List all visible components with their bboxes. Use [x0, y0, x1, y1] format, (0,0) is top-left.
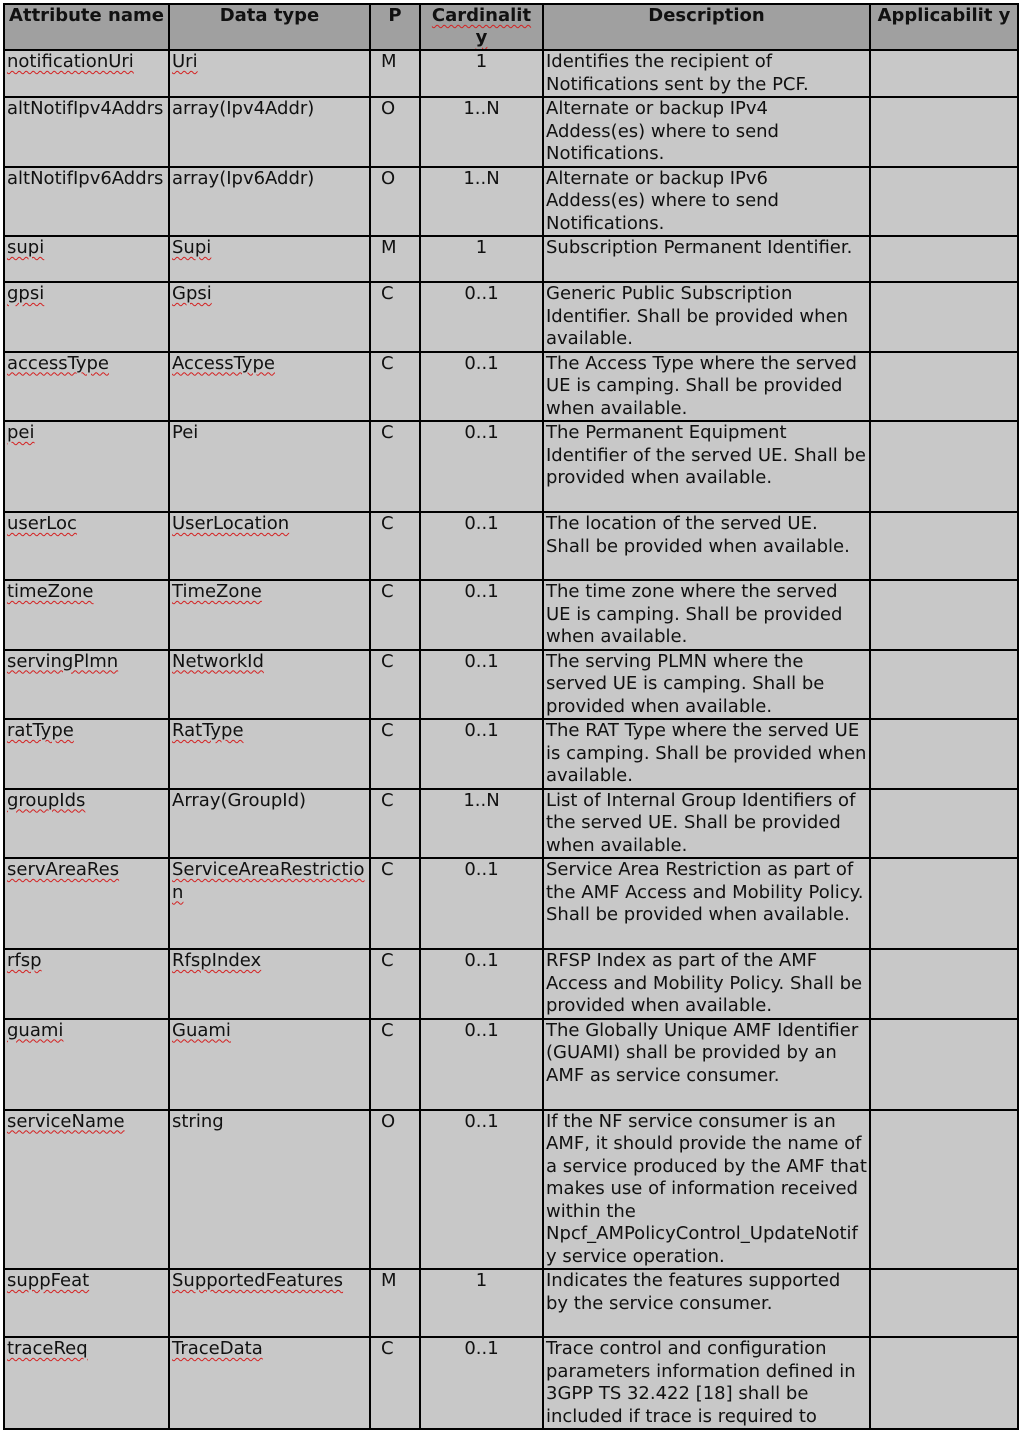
attribute-name-cell: [4, 282, 169, 352]
cardinality-cell-text: 1..N: [463, 789, 500, 811]
table-row: [4, 512, 1018, 580]
description-cell: [543, 650, 870, 720]
attribute-name-cell-text: traceReq: [7, 1338, 88, 1359]
description-cell: [543, 97, 870, 167]
attribute-name-cell: [4, 1110, 169, 1270]
presence-cell: [370, 97, 420, 167]
table-row: [4, 719, 1018, 789]
applicability-cell: [870, 236, 1018, 282]
description-cell: [543, 50, 870, 97]
attribute-name-cell-text: supi: [7, 237, 45, 258]
attribute-name-cell-text: accessType: [7, 352, 109, 374]
applicability-cell: [870, 719, 1018, 789]
presence-cell: [370, 352, 420, 422]
description-cell: [543, 858, 870, 949]
attribute-name-cell-text: altNotifIpv4Addrs: [7, 98, 164, 119]
data-type-cell: [169, 167, 370, 237]
table-row: [4, 97, 1018, 167]
cardinality-cell-text: 1..N: [463, 98, 500, 119]
presence-cell-text: C: [381, 950, 394, 971]
description-cell: [543, 1337, 870, 1429]
description-cell-text: Service Area Restriction as part of the AMF Access and Mobility Policy. Shall be provided when available.: [546, 859, 864, 925]
applicability-cell: [870, 282, 1018, 352]
description-cell-text: The Globally Unique AMF Identifier (GUAMI) shall be provided by an AMF as service consumer.: [546, 1019, 859, 1086]
presence-cell-text: O: [381, 98, 396, 119]
presence-cell: [370, 858, 420, 949]
presence-cell-text: C: [381, 513, 394, 534]
presence-cell-text: C: [381, 859, 394, 880]
data-type-cell-text: Array(GroupId): [172, 789, 307, 811]
attribute-name-cell: [4, 580, 169, 650]
header-attribute-name: Attribute name: [4, 4, 169, 50]
cardinality-cell: [420, 50, 543, 97]
applicability-cell: [870, 1269, 1018, 1337]
description-cell-text: The serving PLMN where the served UE is camping. Shall be provided when available.: [546, 650, 825, 717]
data-type-cell: [169, 97, 370, 167]
table-row: [4, 50, 1018, 97]
cardinality-cell-text: 0..1: [464, 422, 499, 443]
description-cell: [543, 421, 870, 512]
table-row: [4, 580, 1018, 650]
data-type-cell: [169, 282, 370, 352]
header-presence: P: [370, 4, 420, 50]
cardinality-cell-text: 1: [475, 51, 488, 72]
presence-cell-text: C: [381, 283, 394, 304]
cardinality-cell-text: 0..1: [464, 1019, 499, 1041]
data-type-cell: [169, 1019, 370, 1110]
data-type-cell-text: TimeZone: [172, 581, 262, 602]
description-cell: [543, 580, 870, 650]
attribute-name-cell: [4, 719, 169, 789]
data-type-cell-text: NetworkId: [172, 650, 264, 672]
presence-cell-text: C: [381, 352, 394, 374]
data-type-cell-text: Uri: [172, 51, 198, 72]
cardinality-cell-text: 0..1: [464, 859, 499, 880]
data-type-cell: [169, 650, 370, 720]
applicability-cell: [870, 421, 1018, 512]
attribute-name-cell: [4, 650, 169, 720]
presence-cell-text: C: [381, 789, 394, 811]
presence-cell: [370, 50, 420, 97]
presence-cell: [370, 650, 420, 720]
cardinality-cell-text: 0..1: [464, 581, 499, 602]
description-cell-text: RFSP Index as part of the AMF Access and Mobility Policy. Shall be provided when available.: [546, 950, 863, 1016]
description-cell: [543, 167, 870, 237]
attribute-name-cell: [4, 1019, 169, 1110]
data-type-cell-text: RatType: [172, 720, 244, 741]
attribute-name-cell-text: gpsi: [7, 283, 45, 304]
description-cell: [543, 352, 870, 422]
cardinality-cell-text: 0..1: [464, 720, 499, 741]
attribute-name-cell-text: servAreaRes: [7, 859, 120, 880]
cardinality-cell-text: 1: [475, 237, 488, 258]
attribute-name-cell-text: altNotifIpv6Addrs: [7, 167, 164, 189]
attribute-name-cell: [4, 50, 169, 97]
data-type-cell-text: Supi: [172, 237, 212, 258]
cardinality-cell: [420, 1019, 543, 1110]
presence-cell-text: M: [381, 237, 397, 258]
presence-cell: [370, 1337, 420, 1429]
table-header-row: [4, 4, 1018, 50]
attribute-name-cell-text: servingPlmn: [7, 650, 119, 672]
cardinality-cell: [420, 512, 543, 580]
cardinality-cell: [420, 1337, 543, 1429]
table-row: [4, 789, 1018, 859]
cardinality-cell: [420, 789, 543, 859]
data-type-cell-text: string: [172, 1110, 224, 1132]
description-cell: [543, 1269, 870, 1337]
description-cell-text: Subscription Permanent Identifier.: [546, 237, 853, 258]
table-row: [4, 858, 1018, 949]
applicability-cell: [870, 789, 1018, 859]
description-cell: [543, 789, 870, 859]
presence-cell-text: C: [381, 422, 394, 443]
presence-cell: [370, 1110, 420, 1270]
description-cell-text: The Access Type where the served UE is camping. Shall be provided when available.: [546, 352, 857, 419]
presence-cell: [370, 512, 420, 580]
data-type-cell: [169, 421, 370, 512]
presence-cell: [370, 236, 420, 282]
table-row: [4, 949, 1018, 1019]
data-type-cell-text: ServiceAreaRestriction: [172, 859, 365, 903]
attribute-name-cell-text: serviceName: [7, 1110, 125, 1132]
attribute-name-cell-text: pei: [7, 422, 35, 443]
cardinality-cell: [420, 97, 543, 167]
data-type-cell-text: Pei: [172, 422, 199, 443]
data-type-cell: [169, 719, 370, 789]
table-row: [4, 352, 1018, 422]
cardinality-cell: [420, 949, 543, 1019]
presence-cell-text: M: [381, 51, 397, 72]
data-type-cell: [169, 789, 370, 859]
cardinality-cell-text: 0..1: [464, 1110, 499, 1132]
cardinality-cell: [420, 236, 543, 282]
table-row: [4, 282, 1018, 352]
presence-cell-text: M: [381, 1270, 397, 1291]
description-cell-text: The RAT Type where the served UE is camping. Shall be provided when available.: [546, 720, 867, 786]
description-cell: [543, 1110, 870, 1270]
description-cell-text: Trace control and configuration parameters information defined in 3GPP TS 32.422 [18] shall be included if trace is required to: [546, 1338, 856, 1427]
attribute-name-cell-text: userLoc: [7, 513, 77, 534]
applicability-cell: [870, 1110, 1018, 1270]
data-type-cell-text: array(Ipv4Addr): [172, 98, 315, 119]
attribute-name-cell: [4, 1269, 169, 1337]
description-cell: [543, 282, 870, 352]
attribute-name-cell: [4, 949, 169, 1019]
cardinality-cell-text: 0..1: [464, 352, 499, 374]
description-cell: [543, 949, 870, 1019]
header-data-type: Data type: [169, 4, 370, 50]
data-type-cell-text: TraceData: [172, 1338, 263, 1359]
attribute-name-cell: [4, 1337, 169, 1429]
table-row: [4, 236, 1018, 282]
description-cell-text: The time zone where the served UE is camping. Shall be provided when available.: [546, 581, 843, 647]
applicability-cell: [870, 949, 1018, 1019]
attribute-name-cell: [4, 421, 169, 512]
description-cell-text: Indicates the features supported by the service consumer.: [546, 1270, 841, 1314]
header-cardinality-text: Cardinalit y: [431, 5, 532, 48]
applicability-cell: [870, 858, 1018, 949]
data-type-cell: [169, 1110, 370, 1270]
data-type-cell: [169, 1337, 370, 1429]
data-type-cell-text: Guami: [172, 1019, 231, 1041]
cardinality-cell-text: 1..N: [463, 167, 500, 189]
table-row: [4, 1019, 1018, 1110]
presence-cell: [370, 421, 420, 512]
attribute-name-cell-text: ratType: [7, 720, 74, 741]
description-cell-text: If the NF service consumer is an AMF, it should provide the name of a service produced by the AMF that makes use of information received within the Npcf_AMPolicyControl_UpdateNotify service operation.: [546, 1110, 867, 1267]
cardinality-cell: [420, 282, 543, 352]
presence-cell-text: C: [381, 650, 394, 672]
cardinality-cell-text: 0..1: [464, 283, 499, 304]
description-cell-text: Alternate or backup IPv4 Addess(es) where to send Notifications.: [546, 98, 779, 164]
cardinality-cell-text: 0..1: [464, 1338, 499, 1359]
attribute-name-cell-text: suppFeat: [7, 1270, 90, 1291]
cardinality-cell: [420, 719, 543, 789]
description-cell-text: The Permanent Equipment Identifier of the served UE. Shall be provided when available.: [546, 422, 866, 488]
applicability-cell: [870, 1337, 1018, 1429]
description-cell-text: The location of the served UE. Shall be provided when available.: [546, 513, 850, 557]
presence-cell: [370, 949, 420, 1019]
data-type-cell: [169, 858, 370, 949]
attribute-name-cell-text: timeZone: [7, 581, 94, 602]
data-type-cell-text: RfspIndex: [172, 950, 262, 971]
cardinality-cell-text: 0..1: [464, 650, 499, 672]
applicability-cell: [870, 512, 1018, 580]
applicability-cell: [870, 1019, 1018, 1110]
applicability-cell: [870, 580, 1018, 650]
table-row: [4, 650, 1018, 720]
presence-cell: [370, 789, 420, 859]
presence-cell-text: O: [381, 167, 396, 189]
attribute-name-cell: [4, 236, 169, 282]
presence-cell: [370, 1269, 420, 1337]
cardinality-cell-text: 0..1: [464, 950, 499, 971]
presence-cell-text: C: [381, 720, 394, 741]
description-cell: [543, 719, 870, 789]
attribute-table: [3, 3, 1019, 1430]
presence-cell: [370, 580, 420, 650]
description-cell-text: Generic Public Subscription Identifier. Shall be provided when available.: [546, 283, 849, 349]
applicability-cell: [870, 352, 1018, 422]
attribute-name-cell: [4, 512, 169, 580]
cardinality-cell: [420, 650, 543, 720]
attribute-name-cell: [4, 167, 169, 237]
data-type-cell: [169, 949, 370, 1019]
description-cell-text: Alternate or backup IPv6 Addess(es) where to send Notifications.: [546, 167, 779, 234]
data-type-cell: [169, 580, 370, 650]
presence-cell: [370, 1019, 420, 1110]
data-type-cell: [169, 236, 370, 282]
cardinality-cell: [420, 858, 543, 949]
applicability-cell: [870, 167, 1018, 237]
presence-cell-text: O: [381, 1110, 396, 1132]
description-cell: [543, 512, 870, 580]
table-row: [4, 167, 1018, 237]
description-cell: [543, 1019, 870, 1110]
header-cardinality: [420, 4, 543, 50]
attribute-name-cell-text: guami: [7, 1019, 64, 1041]
data-type-cell-text: Gpsi: [172, 283, 212, 304]
presence-cell-text: C: [381, 581, 394, 602]
cardinality-cell: [420, 421, 543, 512]
data-type-cell: [169, 1269, 370, 1337]
applicability-cell: [870, 50, 1018, 97]
data-type-cell: [169, 352, 370, 422]
description-cell-text: List of Internal Group Identifiers of the served UE. Shall be provided when available.: [546, 789, 856, 856]
presence-cell: [370, 282, 420, 352]
table-row: [4, 1337, 1018, 1429]
header-applicability: Applicabilit y: [870, 4, 1018, 50]
cardinality-cell: [420, 352, 543, 422]
attribute-name-cell: [4, 352, 169, 422]
cardinality-cell: [420, 1269, 543, 1337]
cardinality-cell-text: 0..1: [464, 513, 499, 534]
attribute-name-cell: [4, 858, 169, 949]
presence-cell-text: C: [381, 1019, 394, 1041]
cardinality-cell-text: 1: [475, 1270, 488, 1291]
data-type-cell-text: array(Ipv6Addr): [172, 167, 315, 189]
cardinality-cell: [420, 1110, 543, 1270]
data-type-cell-text: SupportedFeatures: [172, 1270, 344, 1291]
table-row: [4, 1110, 1018, 1270]
header-description: Description: [543, 4, 870, 50]
attribute-name-cell: [4, 789, 169, 859]
presence-cell: [370, 719, 420, 789]
table-row: [4, 1269, 1018, 1337]
presence-cell: [370, 167, 420, 237]
applicability-cell: [870, 97, 1018, 167]
attribute-name-cell-text: groupIds: [7, 789, 86, 811]
data-type-cell: [169, 512, 370, 580]
attribute-name-cell-text: notificationUri: [7, 51, 134, 72]
table-row: [4, 421, 1018, 512]
cardinality-cell: [420, 580, 543, 650]
data-type-cell-text: AccessType: [172, 352, 275, 374]
cardinality-cell: [420, 167, 543, 237]
attribute-name-cell: [4, 97, 169, 167]
presence-cell-text: C: [381, 1338, 394, 1359]
data-type-cell: [169, 50, 370, 97]
applicability-cell: [870, 650, 1018, 720]
description-cell: [543, 236, 870, 282]
data-type-cell-text: UserLocation: [172, 513, 290, 534]
description-cell-text: Identifies the recipient of Notifications sent by the PCF.: [546, 51, 809, 95]
attribute-name-cell-text: rfsp: [7, 950, 42, 971]
